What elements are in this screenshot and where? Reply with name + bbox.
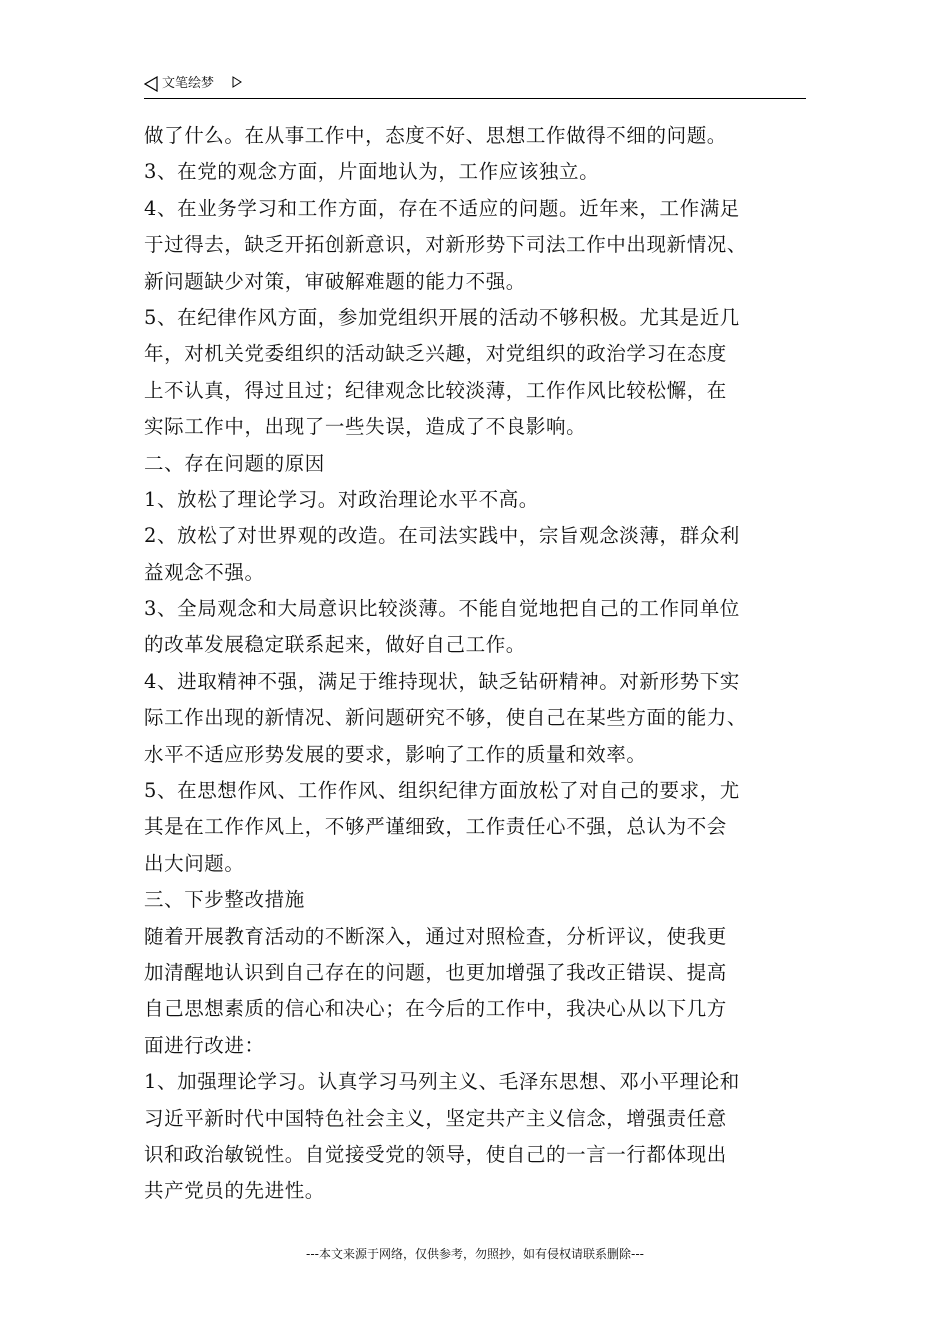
text-line: 习近平新时代中国特色社会主义，坚定共产主义信念，增强责任意: [144, 1106, 727, 1130]
section-heading: 二、存在问题的原因: [144, 451, 325, 475]
text-line: 1、加强理论学习。认真学习马列主义、毛泽东思想、邓小平理论和: [144, 1070, 740, 1094]
text-line: 4、进取精神不强，满足于维持现状，缺乏钻研精神。对新形势下实: [144, 669, 740, 693]
text-line: 2、放松了对世界观的改造。在司法实践中，宗旨观念淡薄，群众利: [144, 524, 740, 548]
triangle-right-outline-icon: [232, 76, 242, 88]
text-line: 随着开展教育活动的不断深入，通过对照检查，分析评议，使我更: [144, 924, 727, 948]
text-line: 自己思想素质的信心和决心；在今后的工作中，我决心从以下几方: [144, 997, 727, 1021]
text-line: 其是在工作作风上，不够严谨细致，工作责任心不强，总认为不会: [144, 815, 727, 839]
text-line: 加清醒地认识到自己存在的问题，也更加增强了我改正错误、提高: [144, 960, 727, 984]
text-line: 际工作出现的新情况、新问题研究不够，使自己在某些方面的能力、: [144, 706, 748, 730]
text-line: 于过得去，缺乏开拓创新意识，对新形势下司法工作中出现新情况、: [144, 233, 748, 257]
text-line: 的改革发展稳定联系起来，做好自己工作。: [144, 633, 526, 657]
document-body: [144, 118, 812, 1210]
text-line: 做了什么。在从事工作中，态度不好、思想工作做得不细的问题。: [144, 124, 727, 147]
text-line: 4、在业务学习和工作方面，存在不适应的问题。近年来，工作满足: [144, 196, 740, 220]
text-line: 水平不适应形势发展的要求，影响了工作的质量和效率。: [144, 742, 647, 766]
text-line: 共产党员的先进性。: [144, 1179, 325, 1203]
header-title: 文笔绘梦: [162, 76, 215, 91]
text-line: 益观念不强。: [144, 560, 265, 584]
triangle-left-outline-icon: [144, 76, 158, 92]
text-line: 3、在党的观念方面，片面地认为，工作应该独立。: [144, 160, 600, 184]
text-line: 3、全局观念和大局意识比较淡薄。不能自觉地把自己的工作同单位: [144, 597, 740, 621]
text-line: 新问题缺少对策，审破解难题的能力不强。: [144, 269, 526, 293]
page-footer: ---本文来源于网络，仅供参考，勿照抄，如有侵权请联系删除---: [306, 1247, 644, 1261]
text-line: 1、放松了理论学习。对政治理论水平不高。: [144, 487, 539, 511]
text-line: 5、在思想作风、工作作风、组织纪律方面放松了对自己的要求，尤: [144, 779, 740, 803]
text-line: 出大问题。: [144, 851, 245, 875]
text-line: 实际工作中，出现了一些失误，造成了不良影响。: [144, 415, 587, 439]
text-line: 5、在纪律作风方面，参加党组织开展的活动不够积极。尤其是近几: [144, 305, 740, 329]
page-header: [144, 72, 806, 99]
text-line: 面进行改进：: [144, 1033, 265, 1057]
text-line: 上不认真，得过且过；纪律观念比较淡薄，工作作风比较松懈，在: [144, 378, 727, 402]
text-line: 年，对机关党委组织的活动缺乏兴趣，对党组织的政治学习在态度: [144, 342, 727, 366]
section-heading: 三、下步整改措施: [144, 888, 305, 912]
text-line: 识和政治敏锐性。自觉接受党的领导，使自己的一言一行都体现出: [144, 1142, 727, 1166]
